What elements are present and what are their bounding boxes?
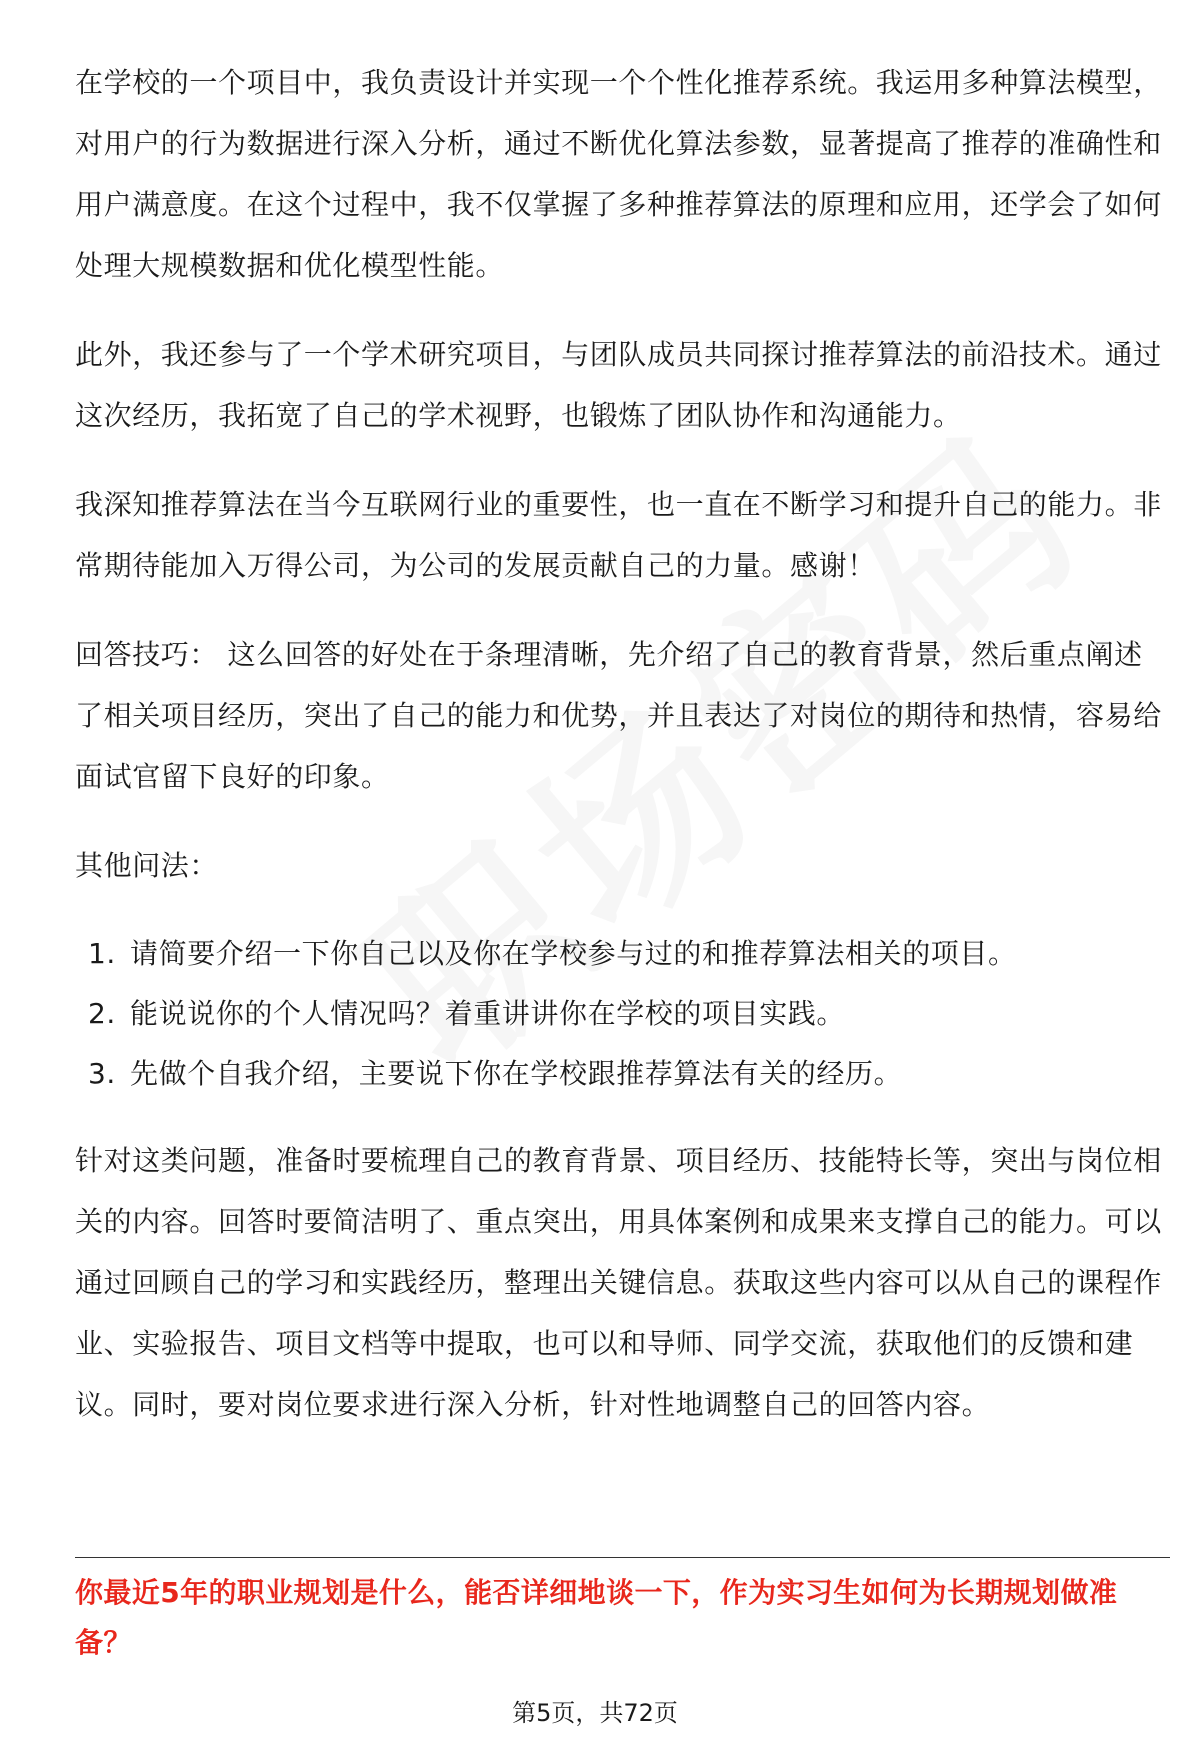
list-item-number: 1. [88, 937, 116, 970]
answer-paragraph-closing: 我深知推荐算法在当今互联网行业的重要性，也一直在不断学习和提升自己的能力。非常期待能加入万得公司，为公司的发展贡献自己的力量。感谢！ [75, 488, 1162, 582]
list-item-text: 能说说你的个人情况吗？着重讲讲你在学校的项目实践。 [130, 997, 846, 1030]
next-question-heading: 你最近5年的职业规划是什么，能否详细地谈一下，作为实习生如何为长期规划做准备？ [75, 1576, 1118, 1659]
alt-questions-list [75, 924, 1170, 1104]
alt-questions-heading: 其他问法： [75, 849, 219, 882]
page-number: 第5页，共72页 [512, 1699, 678, 1727]
answer-paragraph-project: 在学校的一个项目中，我负责设计并实现一个个性化推荐系统。我运用多种算法模型，对用户的行为数据进行深入分析，通过不断优化算法参数，显著提高了推荐的准确性和用户满意度。在这个过程中，我不仅掌握了多种推荐算法的原理和应用，还学会了如何处理大规模数据和优化模型性能。 [75, 66, 1162, 282]
answer-tip: 回答技巧： 这么回答的好处在于条理清晰，先介绍了自己的教育背景，然后重点阐述了相关项目经历，突出了自己的能力和优势，并且表达了对岗位的期待和热情，容易给面试官留下良好的印象。 [75, 638, 1162, 793]
answer-paragraph-research: 此外，我还参与了一个学术研究项目，与团队成员共同探讨推荐算法的前沿技术。通过这次经历，我拓宽了自己的学术视野，也锻炼了团队协作和沟通能力。 [75, 338, 1162, 432]
list-item [75, 924, 1170, 984]
list-item-number: 3. [88, 1057, 116, 1090]
page-content [75, 52, 1170, 1463]
list-item-number: 2. [88, 997, 116, 1030]
section-divider [75, 1557, 1170, 1558]
list-item-text: 请简要介绍一下你自己以及你在学校参与过的和推荐算法相关的项目。 [130, 937, 1017, 970]
list-item [75, 1044, 1170, 1104]
list-item-text: 先做个自我介绍，主要说下你在学校跟推荐算法有关的经历。 [130, 1057, 903, 1090]
list-item [75, 984, 1170, 1044]
preparation-advice: 针对这类问题，准备时要梳理自己的教育背景、项目经历、技能特长等，突出与岗位相关的内容。回答时要简洁明了、重点突出，用具体案例和成果来支撑自己的能力。可以通过回顾自己的学习和实践经历，整理出关键信息。获取这些内容可以从自己的课程作业、实验报告、项目文档等中提取，也可以和导师、同学交流，获取他们的反馈和建议。同时，要对岗位要求进行深入分析，针对性地调整自己的回答内容。 [75, 1144, 1162, 1421]
